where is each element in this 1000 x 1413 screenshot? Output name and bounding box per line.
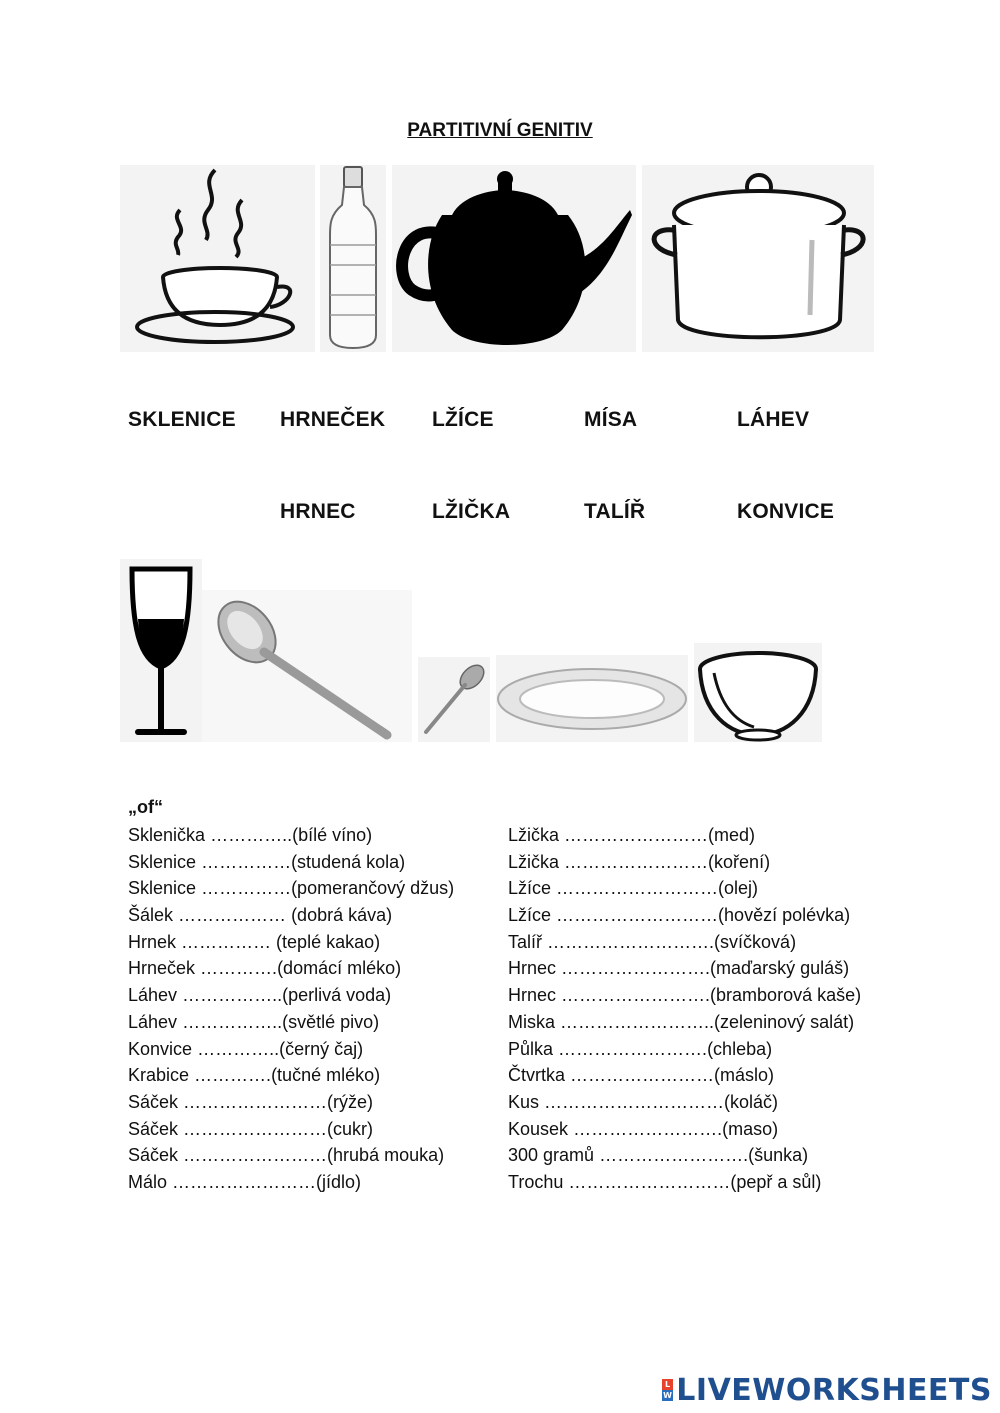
food-item: (chleba) [707, 1038, 773, 1059]
food-item: (černý čaj) [279, 1038, 364, 1059]
food-item: (tučné mléko) [271, 1065, 381, 1086]
answer-blank[interactable]: …………………….. [560, 1011, 715, 1032]
answer-blank[interactable]: …………….. [182, 985, 283, 1006]
container-word: 300 gramů [508, 1145, 595, 1166]
answer-blank[interactable]: …………….. [182, 1011, 283, 1032]
container-word: Lžíce [508, 905, 552, 926]
food-item: (koření) [708, 851, 771, 872]
exercise-row [128, 1009, 454, 1036]
answer-blank[interactable]: ………………………… [544, 1091, 725, 1112]
container-word: Trochu [508, 1171, 564, 1192]
food-item: (pomerančový džus) [291, 878, 455, 899]
food-item: (olej) [718, 878, 759, 899]
cooking-pot-icon [642, 165, 874, 352]
bowl-icon [694, 643, 822, 742]
container-word: Sklenice [128, 878, 197, 899]
exercise-row [128, 982, 454, 1009]
food-item: (máslo) [714, 1065, 775, 1086]
answer-blank[interactable]: ……………………. [573, 1118, 723, 1139]
answer-blank[interactable]: ………….. [210, 825, 293, 845]
exercise-row [508, 1009, 861, 1036]
answer-blank[interactable]: ……………………. [561, 985, 711, 1006]
word-talir: TALÍŘ [584, 500, 646, 523]
teapot-icon [392, 165, 636, 352]
answer-blank[interactable]: ……………………. [558, 1038, 708, 1059]
answer-blank[interactable]: …………………… [183, 1145, 328, 1166]
answer-blank[interactable]: …………………… [183, 1118, 328, 1139]
container-word: Láhev [128, 1011, 178, 1032]
food-item: (domácí mléko) [277, 958, 402, 979]
answer-blank[interactable]: ……………………… [556, 905, 719, 926]
food-item: (koláč) [724, 1091, 779, 1112]
container-word: Sáček [128, 1118, 179, 1139]
food-item: (jídlo) [316, 1171, 362, 1192]
exercise-row [508, 849, 861, 876]
container-word: Hrneček [128, 958, 196, 979]
food-item: (teplé kakao) [276, 931, 381, 952]
exercise-row [508, 1142, 861, 1169]
exercise-row [128, 822, 454, 849]
food-item: (bílé víno) [292, 825, 373, 845]
food-item: (hrubá mouka) [327, 1145, 445, 1166]
exercise-row [508, 955, 861, 982]
exercise-row [128, 1089, 454, 1116]
cup-with-saucer-icon [120, 165, 315, 352]
exercise-row [128, 1169, 454, 1196]
answer-blank[interactable]: …………………… [564, 851, 709, 872]
food-item: (bramborová kaše) [710, 985, 862, 1006]
liveworksheets-logo [662, 1373, 992, 1407]
food-item: (maďarský guláš) [710, 958, 850, 979]
container-word: Sáček [128, 1091, 179, 1112]
food-item: (rýže) [327, 1091, 374, 1112]
word-konvice: KONVICE [737, 500, 835, 523]
container-word: Lžička [508, 851, 560, 872]
answer-blank[interactable]: ………….. [197, 1038, 280, 1059]
container-word: Krabice [128, 1065, 190, 1086]
container-word: Kousek [508, 1118, 569, 1139]
answer-blank[interactable]: …………. [200, 958, 278, 979]
food-item: (med) [708, 825, 756, 845]
answer-blank[interactable]: …………………… [172, 1171, 317, 1192]
exercise-row [128, 955, 454, 982]
exercise-row [508, 1036, 861, 1063]
word-hrnecek: HRNEČEK [280, 408, 386, 431]
answer-blank[interactable]: …………… [201, 878, 292, 899]
large-spoon-icon [202, 590, 412, 742]
exercise-row [128, 1142, 454, 1169]
container-word: Lžíce [508, 878, 552, 899]
food-item: (maso) [722, 1118, 779, 1139]
answer-blank[interactable]: ………………………. [547, 931, 715, 952]
exercise-row [508, 902, 861, 929]
right-exercise-column [508, 822, 861, 1196]
logo-mark [662, 1379, 673, 1401]
container-word: Lžička [508, 825, 560, 845]
food-item: (zeleninový salát) [714, 1011, 855, 1032]
exercise-row [508, 875, 861, 902]
food-item: (šunka) [748, 1145, 809, 1166]
exercise-row [508, 1116, 861, 1143]
answer-blank[interactable]: …………………… [570, 1065, 715, 1086]
left-exercise-column [128, 822, 454, 1196]
page-title: PARTITIVNÍ GENITIV [407, 120, 593, 141]
answer-blank[interactable]: ……………………… [556, 878, 719, 899]
answer-blank[interactable]: ……………… [178, 905, 292, 926]
container-word: Kus [508, 1091, 540, 1112]
food-item: (pepř a sůl) [730, 1171, 822, 1192]
plate-icon [496, 655, 688, 742]
exercise-row [508, 1062, 861, 1089]
exercise-row [128, 1062, 454, 1089]
container-word: Hrnek [128, 931, 177, 952]
food-item: (perlivá voda) [282, 985, 392, 1006]
container-word: Sklenička [128, 825, 206, 845]
exercise-row [508, 1169, 861, 1196]
container-word: Miska [508, 1011, 556, 1032]
container-word: Konvice [128, 1038, 193, 1059]
container-word: Šálek [128, 905, 174, 926]
brand-name: LIVEWORKSHEETS [676, 1372, 992, 1408]
logo-letter-w: W [663, 1391, 673, 1400]
food-item: (svíčková) [714, 931, 797, 952]
food-item: (hovězí polévka) [718, 905, 851, 926]
word-lzice: LŽÍCE [432, 408, 494, 431]
word-misa: MÍSA [584, 408, 638, 431]
answer-blank[interactable]: …………………… [564, 825, 709, 845]
exercise-row [128, 929, 454, 956]
container-word: Hrnec [508, 958, 557, 979]
word-lahev: LÁHEV [737, 408, 810, 431]
food-item: (světlé pivo) [282, 1011, 380, 1032]
food-item: (dobrá káva) [291, 905, 393, 926]
exercise-row [128, 1116, 454, 1143]
food-item: (cukr) [327, 1118, 374, 1139]
container-word: Sáček [128, 1145, 179, 1166]
container-word: Láhev [128, 985, 178, 1006]
word-hrnec: HRNEC [280, 500, 356, 523]
answer-blank[interactable]: ……………………. [599, 1145, 749, 1166]
food-item: (studená kola) [291, 851, 406, 872]
logo-letter-l: L [662, 1379, 673, 1390]
plastic-bottle-icon [320, 165, 386, 352]
answer-blank[interactable]: …………. [194, 1065, 272, 1086]
exercise-row [128, 849, 454, 876]
wine-glass-icon [120, 559, 202, 742]
word-lzicka: LŽIČKA [432, 500, 511, 523]
container-word: Sklenice [128, 851, 197, 872]
answer-blank[interactable]: …………… [181, 931, 277, 952]
exercise-row [508, 1089, 861, 1116]
answer-blank[interactable]: …………………… [183, 1091, 328, 1112]
answer-blank[interactable]: ……………………. [561, 958, 711, 979]
teaspoon-icon [418, 657, 490, 742]
container-word: Čtvrtka [508, 1065, 566, 1086]
word-sklenice: SKLENICE [128, 408, 236, 431]
exercise-row [508, 822, 861, 849]
answer-blank[interactable]: …………… [201, 851, 292, 872]
exercise-row [128, 1036, 454, 1063]
exercise-row [128, 902, 454, 929]
exercise-row [508, 982, 861, 1009]
container-word: Hrnec [508, 985, 557, 1006]
container-word: Talíř [508, 931, 543, 952]
answer-blank[interactable]: ……………………… [568, 1171, 731, 1192]
exercise-row [128, 875, 454, 902]
container-word: Půlka [508, 1038, 554, 1059]
container-word: Málo [128, 1171, 168, 1192]
of-label: „of“ [128, 797, 163, 817]
exercise-row [508, 929, 861, 956]
